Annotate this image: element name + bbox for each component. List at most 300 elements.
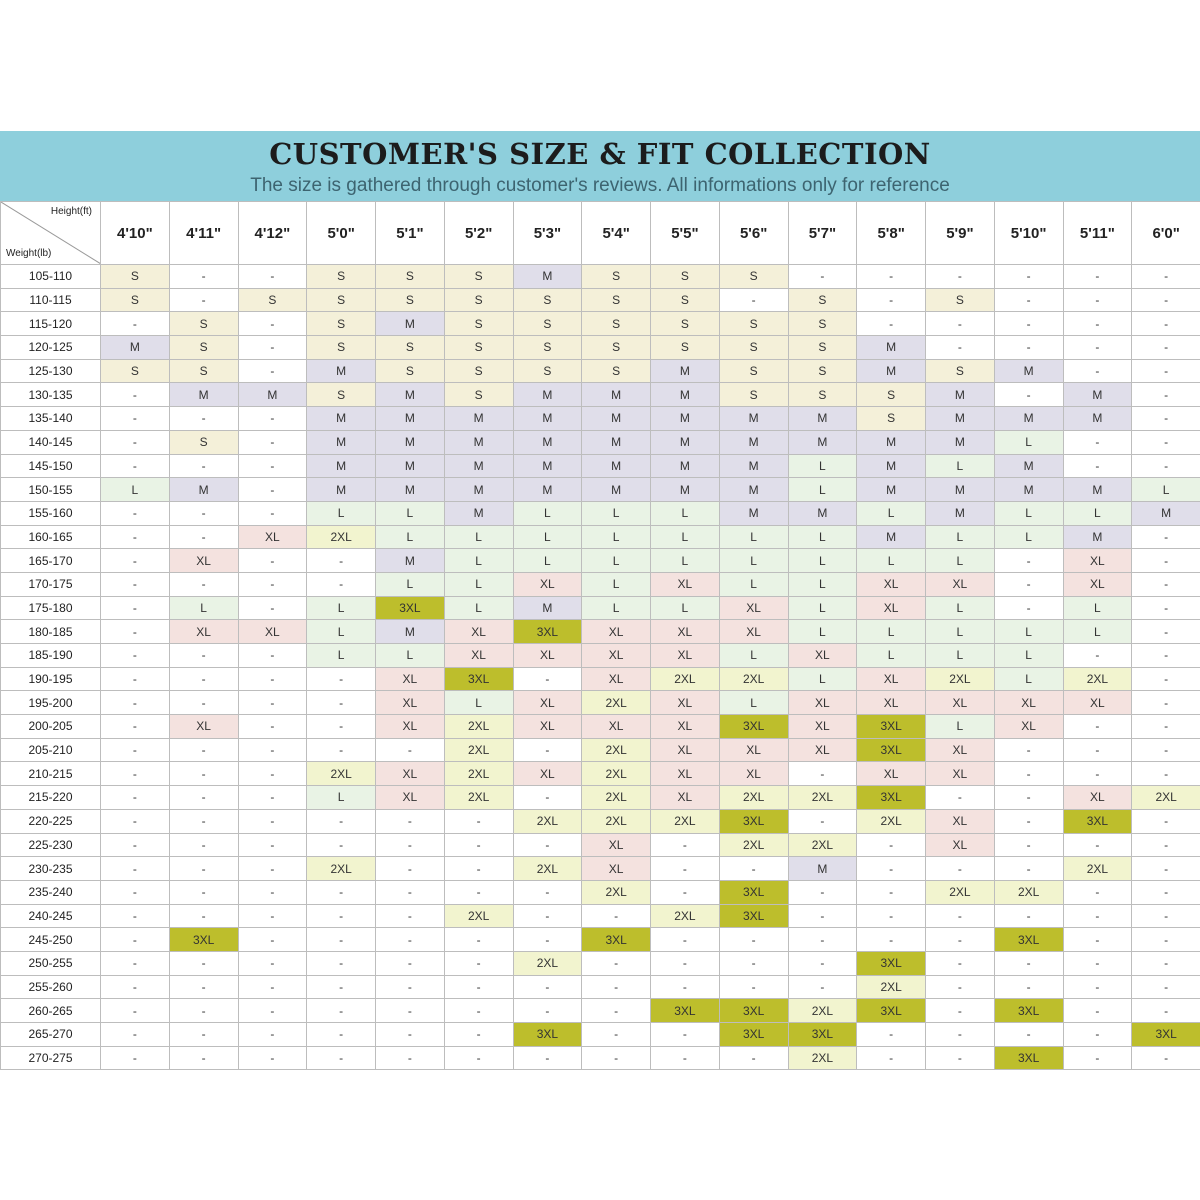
size-cell: L <box>788 667 857 691</box>
table-row <box>1 928 1200 952</box>
weight-range-cell: 160-165 <box>1 525 101 549</box>
size-cell: - <box>238 1046 307 1070</box>
size-cell: S <box>169 359 238 383</box>
size-cell: - <box>307 1023 376 1047</box>
size-cell: - <box>926 1023 995 1047</box>
size-cell: - <box>994 336 1063 360</box>
size-cell: M <box>513 596 582 620</box>
size-cell: 2XL <box>994 880 1063 904</box>
size-cell: M <box>1063 525 1132 549</box>
size-cell: - <box>857 904 926 928</box>
size-cell: S <box>444 336 513 360</box>
size-cell: - <box>307 738 376 762</box>
size-cell: XL <box>376 715 445 739</box>
size-cell: - <box>926 265 995 289</box>
size-cell: - <box>238 786 307 810</box>
size-cell: L <box>1063 501 1132 525</box>
size-cell: S <box>582 265 651 289</box>
size-cell: - <box>651 1023 720 1047</box>
weight-range-cell: 220-225 <box>1 809 101 833</box>
weight-range-cell: 120-125 <box>1 336 101 360</box>
size-cell: XL <box>926 738 995 762</box>
size-cell: L <box>719 525 788 549</box>
size-cell: - <box>307 715 376 739</box>
table-row <box>1 691 1200 715</box>
size-cell: L <box>376 501 445 525</box>
size-cell: - <box>444 857 513 881</box>
size-cell: S <box>238 288 307 312</box>
size-cell: XL <box>857 667 926 691</box>
table-row <box>1 1023 1200 1047</box>
size-cell: - <box>1132 644 1200 668</box>
weight-range-cell: 105-110 <box>1 265 101 289</box>
size-cell: XL <box>582 715 651 739</box>
size-cell: 2XL <box>1063 667 1132 691</box>
size-cell: XL <box>513 572 582 596</box>
size-cell: L <box>513 501 582 525</box>
height-header-cell: 4'10" <box>101 202 170 265</box>
size-cell: - <box>238 715 307 739</box>
size-cell: - <box>719 975 788 999</box>
size-cell: - <box>926 312 995 336</box>
size-cell: - <box>238 999 307 1023</box>
size-cell: M <box>857 525 926 549</box>
size-cell: - <box>994 786 1063 810</box>
size-cell: - <box>926 1046 995 1070</box>
size-cell: XL <box>788 644 857 668</box>
size-cell: XL <box>651 715 720 739</box>
size-cell: - <box>101 620 170 644</box>
size-cell: XL <box>513 644 582 668</box>
size-cell: M <box>444 407 513 431</box>
size-cell: S <box>651 288 720 312</box>
size-cell: XL <box>513 715 582 739</box>
size-cell: - <box>169 572 238 596</box>
size-cell: - <box>169 525 238 549</box>
size-cell: - <box>1063 715 1132 739</box>
size-cell: - <box>238 336 307 360</box>
size-cell: M <box>169 478 238 502</box>
weight-range-cell: 235-240 <box>1 880 101 904</box>
size-cell: XL <box>857 691 926 715</box>
size-cell: S <box>169 312 238 336</box>
weight-range-cell: 255-260 <box>1 975 101 999</box>
size-cell: L <box>719 549 788 573</box>
size-cell: 3XL <box>1063 809 1132 833</box>
height-header-cell: 6'0" <box>1132 202 1200 265</box>
size-cell: L <box>857 549 926 573</box>
size-cell: - <box>444 951 513 975</box>
size-cell: - <box>513 880 582 904</box>
size-cell: M <box>582 407 651 431</box>
size-cell: - <box>169 762 238 786</box>
size-cell: M <box>1063 383 1132 407</box>
size-cell: S <box>169 430 238 454</box>
table-row <box>1 644 1200 668</box>
size-cell: - <box>238 951 307 975</box>
size-cell: S <box>513 288 582 312</box>
size-cell: S <box>444 359 513 383</box>
size-chart-header <box>1 202 1200 265</box>
size-cell: XL <box>582 620 651 644</box>
size-cell: - <box>169 265 238 289</box>
height-header-cell: 4'11" <box>169 202 238 265</box>
size-cell: M <box>994 454 1063 478</box>
size-cell: - <box>513 667 582 691</box>
size-cell: S <box>307 336 376 360</box>
table-row <box>1 880 1200 904</box>
height-header-cell: 5'2" <box>444 202 513 265</box>
table-row <box>1 383 1200 407</box>
size-cell: XL <box>1063 691 1132 715</box>
size-cell: 2XL <box>788 999 857 1023</box>
size-cell: S <box>376 265 445 289</box>
size-cell: L <box>926 620 995 644</box>
size-cell: XL <box>788 691 857 715</box>
size-cell: - <box>101 644 170 668</box>
size-cell: S <box>582 336 651 360</box>
size-cell: M <box>719 501 788 525</box>
height-header-cell: 5'6" <box>719 202 788 265</box>
size-cell: - <box>238 644 307 668</box>
size-cell: S <box>788 336 857 360</box>
size-cell: - <box>101 738 170 762</box>
size-cell: - <box>926 857 995 881</box>
size-cell: XL <box>1063 786 1132 810</box>
size-cell: S <box>857 383 926 407</box>
weight-range-cell: 145-150 <box>1 454 101 478</box>
weight-range-cell: 245-250 <box>1 928 101 952</box>
weight-range-cell: 185-190 <box>1 644 101 668</box>
size-cell: - <box>513 786 582 810</box>
size-cell: L <box>307 786 376 810</box>
size-cell: XL <box>651 644 720 668</box>
size-cell: - <box>1132 951 1200 975</box>
size-cell: - <box>651 833 720 857</box>
size-cell: - <box>788 880 857 904</box>
size-cell: M <box>376 549 445 573</box>
size-cell: - <box>169 975 238 999</box>
size-cell: 2XL <box>926 667 995 691</box>
weight-range-cell: 190-195 <box>1 667 101 691</box>
table-row <box>1 809 1200 833</box>
height-header-cell: 5'8" <box>857 202 926 265</box>
size-cell: 3XL <box>857 999 926 1023</box>
size-cell: - <box>788 904 857 928</box>
size-cell: M <box>376 454 445 478</box>
size-cell: 3XL <box>994 928 1063 952</box>
size-cell: M <box>788 857 857 881</box>
size-cell: L <box>994 667 1063 691</box>
page-title: CUSTOMER'S SIZE & FIT COLLECTION <box>269 137 931 171</box>
weight-range-cell: 225-230 <box>1 833 101 857</box>
corner-cell <box>1 202 101 265</box>
size-cell: - <box>169 904 238 928</box>
size-cell: - <box>1132 336 1200 360</box>
size-cell: - <box>238 762 307 786</box>
weight-range-cell: 130-135 <box>1 383 101 407</box>
size-cell: L <box>719 644 788 668</box>
size-cell: - <box>1063 359 1132 383</box>
size-cell: - <box>513 738 582 762</box>
page-subtitle: The size is gathered through customer's reviews. All informations only for reference <box>250 175 950 196</box>
size-cell: XL <box>651 738 720 762</box>
size-cell: S <box>719 383 788 407</box>
size-cell: L <box>651 596 720 620</box>
size-cell: L <box>994 644 1063 668</box>
size-cell: - <box>1063 928 1132 952</box>
size-cell: S <box>376 359 445 383</box>
size-cell: - <box>513 975 582 999</box>
size-cell: - <box>788 762 857 786</box>
size-cell: - <box>1063 336 1132 360</box>
size-cell: L <box>926 715 995 739</box>
size-cell: XL <box>719 596 788 620</box>
size-cell: - <box>994 596 1063 620</box>
size-cell: - <box>169 691 238 715</box>
size-cell: - <box>926 336 995 360</box>
weight-range-cell: 195-200 <box>1 691 101 715</box>
size-cell: XL <box>651 572 720 596</box>
size-cell: - <box>1132 407 1200 431</box>
size-cell: M <box>651 430 720 454</box>
size-cell: M <box>444 454 513 478</box>
size-cell: - <box>926 975 995 999</box>
size-cell: - <box>238 312 307 336</box>
size-cell: - <box>101 312 170 336</box>
size-cell: S <box>582 312 651 336</box>
size-cell: - <box>857 857 926 881</box>
size-cell: - <box>307 880 376 904</box>
size-cell: - <box>719 288 788 312</box>
size-cell: M <box>376 620 445 644</box>
size-cell: 3XL <box>513 1023 582 1047</box>
size-cell: - <box>1063 833 1132 857</box>
weight-range-cell: 115-120 <box>1 312 101 336</box>
weight-range-cell: 125-130 <box>1 359 101 383</box>
size-cell: 3XL <box>788 1023 857 1047</box>
size-cell: - <box>1063 265 1132 289</box>
size-cell: - <box>994 951 1063 975</box>
size-cell: M <box>1063 407 1132 431</box>
size-cell: - <box>238 454 307 478</box>
size-cell: - <box>994 549 1063 573</box>
size-cell: - <box>376 951 445 975</box>
weight-range-cell: 215-220 <box>1 786 101 810</box>
table-row <box>1 786 1200 810</box>
size-cell: M <box>376 430 445 454</box>
size-cell: - <box>238 501 307 525</box>
size-cell: M <box>376 383 445 407</box>
size-cell: M <box>101 336 170 360</box>
size-cell: - <box>307 549 376 573</box>
size-cell: - <box>101 904 170 928</box>
size-cell: XL <box>788 738 857 762</box>
weight-range-cell: 180-185 <box>1 620 101 644</box>
size-cell: 3XL <box>719 999 788 1023</box>
size-cell: - <box>169 738 238 762</box>
size-cell: L <box>926 454 995 478</box>
size-cell: 2XL <box>444 904 513 928</box>
size-cell: - <box>238 596 307 620</box>
size-cell: - <box>169 288 238 312</box>
size-cell: 2XL <box>788 1046 857 1070</box>
size-cell: - <box>582 1023 651 1047</box>
size-cell: - <box>101 857 170 881</box>
size-cell: - <box>857 312 926 336</box>
size-cell: - <box>651 951 720 975</box>
size-cell: XL <box>169 620 238 644</box>
size-cell: - <box>376 928 445 952</box>
size-cell: - <box>1132 904 1200 928</box>
size-cell: - <box>307 1046 376 1070</box>
size-cell: L <box>582 572 651 596</box>
size-cell: - <box>307 833 376 857</box>
weight-axis-label: Weight(lb) <box>6 248 52 259</box>
size-cell: - <box>1132 525 1200 549</box>
size-cell: M <box>994 359 1063 383</box>
size-cell: S <box>444 383 513 407</box>
size-cell: XL <box>376 691 445 715</box>
size-cell: L <box>307 501 376 525</box>
size-cell: L <box>788 478 857 502</box>
size-cell: - <box>1132 691 1200 715</box>
size-cell: XL <box>582 644 651 668</box>
size-cell: 2XL <box>307 857 376 881</box>
size-cell: - <box>101 951 170 975</box>
size-cell: XL <box>513 691 582 715</box>
size-cell: - <box>994 383 1063 407</box>
size-cell: 3XL <box>719 715 788 739</box>
size-cell: - <box>238 809 307 833</box>
size-cell: - <box>238 572 307 596</box>
size-cell: M <box>1132 501 1200 525</box>
size-cell: M <box>513 265 582 289</box>
size-cell: L <box>444 549 513 573</box>
size-cell: L <box>582 501 651 525</box>
size-cell: - <box>101 454 170 478</box>
size-cell: - <box>857 265 926 289</box>
size-cell: - <box>1132 596 1200 620</box>
size-cell: L <box>857 501 926 525</box>
size-cell: - <box>169 644 238 668</box>
size-cell: L <box>651 525 720 549</box>
size-cell: - <box>101 762 170 786</box>
size-cell: XL <box>719 620 788 644</box>
size-cell: M <box>582 454 651 478</box>
size-cell: L <box>926 644 995 668</box>
size-cell: XL <box>238 525 307 549</box>
size-cell: S <box>857 407 926 431</box>
size-cell: - <box>101 430 170 454</box>
size-cell: 2XL <box>1063 857 1132 881</box>
size-cell: 2XL <box>651 809 720 833</box>
size-cell: - <box>1063 880 1132 904</box>
size-cell: - <box>307 572 376 596</box>
size-cell: - <box>238 478 307 502</box>
height-header-cell: 5'0" <box>307 202 376 265</box>
size-cell: 2XL <box>582 738 651 762</box>
size-cell: S <box>926 359 995 383</box>
size-cell: M <box>444 478 513 502</box>
size-cell: M <box>307 407 376 431</box>
size-cell: XL <box>994 715 1063 739</box>
size-cell: S <box>513 312 582 336</box>
size-cell: 3XL <box>444 667 513 691</box>
weight-range-cell: 135-140 <box>1 407 101 431</box>
size-cell: - <box>169 999 238 1023</box>
size-cell: L <box>513 525 582 549</box>
size-cell: 3XL <box>582 928 651 952</box>
size-cell: L <box>444 596 513 620</box>
size-cell: XL <box>926 572 995 596</box>
size-cell: L <box>651 549 720 573</box>
size-cell: - <box>651 975 720 999</box>
table-row <box>1 904 1200 928</box>
weight-range-cell: 165-170 <box>1 549 101 573</box>
table-row <box>1 312 1200 336</box>
size-cell: M <box>651 454 720 478</box>
size-cell: XL <box>1063 572 1132 596</box>
size-cell: M <box>582 478 651 502</box>
size-cell: - <box>1132 265 1200 289</box>
size-cell: - <box>101 691 170 715</box>
table-row <box>1 999 1200 1023</box>
size-cell: - <box>101 667 170 691</box>
size-cell: M <box>513 383 582 407</box>
size-cell: - <box>1063 454 1132 478</box>
size-cell: L <box>582 549 651 573</box>
size-cell: - <box>1132 1046 1200 1070</box>
size-cell: - <box>926 928 995 952</box>
size-cell: M <box>582 430 651 454</box>
table-row <box>1 572 1200 596</box>
size-cell: 2XL <box>444 715 513 739</box>
size-cell: - <box>307 928 376 952</box>
size-cell: XL <box>444 620 513 644</box>
size-cell: L <box>926 525 995 549</box>
size-cell: S <box>651 265 720 289</box>
size-cell: M <box>513 407 582 431</box>
size-cell: - <box>238 833 307 857</box>
size-cell: XL <box>169 549 238 573</box>
table-row <box>1 407 1200 431</box>
size-cell: L <box>857 620 926 644</box>
size-cell: L <box>994 525 1063 549</box>
size-cell: 2XL <box>444 786 513 810</box>
size-cell: - <box>513 999 582 1023</box>
size-cell: L <box>307 644 376 668</box>
size-cell: M <box>651 359 720 383</box>
table-row <box>1 715 1200 739</box>
size-cell: M <box>857 430 926 454</box>
size-cell: S <box>169 336 238 360</box>
size-cell: M <box>788 407 857 431</box>
size-cell: 2XL <box>307 525 376 549</box>
size-cell: S <box>788 383 857 407</box>
size-cell: - <box>238 549 307 573</box>
size-cell: 3XL <box>857 786 926 810</box>
size-cell: - <box>307 809 376 833</box>
size-cell: - <box>1132 667 1200 691</box>
size-cell: XL <box>926 691 995 715</box>
size-cell: - <box>376 880 445 904</box>
size-cell: M <box>513 478 582 502</box>
size-cell: XL <box>926 833 995 857</box>
size-cell: - <box>238 407 307 431</box>
size-cell: - <box>1063 762 1132 786</box>
size-chart-table <box>0 201 1200 1070</box>
